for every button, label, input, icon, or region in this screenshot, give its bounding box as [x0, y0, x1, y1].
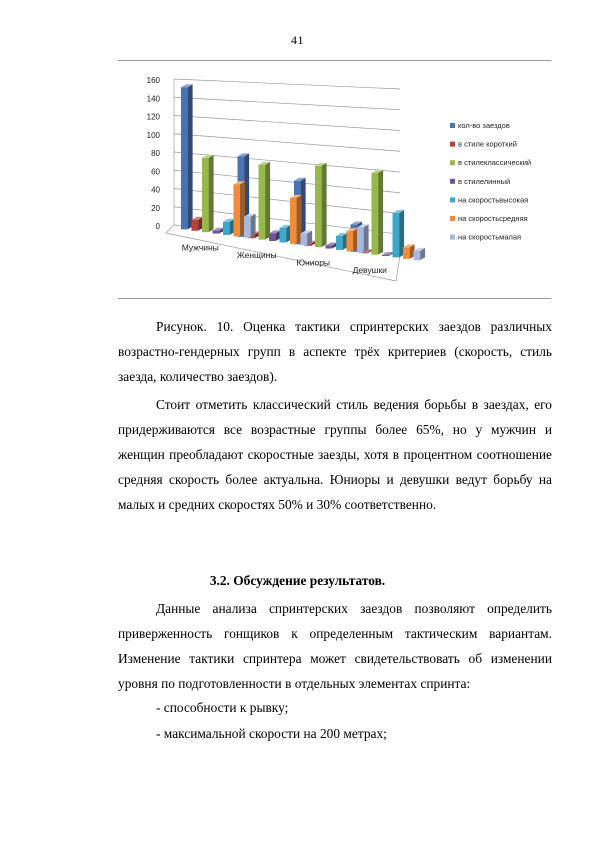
gridline — [174, 79, 400, 89]
bar — [336, 236, 343, 250]
bar — [403, 247, 410, 258]
bar — [414, 251, 421, 260]
bar — [223, 222, 230, 235]
legend-label: кол-во заездов — [458, 121, 510, 130]
legend-swatch — [450, 123, 455, 128]
section-heading: 3.2. Обсуждение результатов. — [209, 573, 386, 588]
bar-side — [364, 224, 369, 252]
bar — [244, 217, 251, 238]
bar — [315, 166, 322, 247]
floor-edge — [396, 255, 400, 281]
y-tick-label: 100 — [146, 130, 160, 140]
paragraph-discussion: Данные анализа спринтерских заездов позволяют определить приверженность гонщиков к определенным тактическим вариантам. Изменение тактики спринтера может свидетельствовать об изменении уровня по подготовленности в отдельных элементах спринта: — [118, 601, 552, 691]
top-divider — [118, 60, 551, 61]
x-tick-label: Мужчины — [181, 242, 219, 253]
bar — [301, 233, 308, 245]
y-tick-label: 60 — [151, 167, 160, 177]
bar — [280, 228, 287, 243]
paragraph-conclusion: Стоит отметить классический стиль ведения борьбы в заездах, его придерживаются все возрастные группы более 65%, но у мужчин и женщин преобладают скоростные заезды, хотя в процентном соотношение средняя скорость более актуальна. Юниоры и девушки ведут борьбу на малых и средних скоростях 50% и 30% соответственно. — [118, 397, 552, 512]
bar — [393, 213, 400, 257]
y-tick-label: 80 — [151, 149, 160, 158]
figure-caption: Рисунок. 10. Оценка тактики спринтерских заездов различных возрастно-гендерных групп в аспекте трёх критериев (скорость, стиль заезда, количество заездов). — [118, 319, 552, 384]
legend-swatch — [450, 235, 455, 240]
bar-side — [209, 155, 214, 232]
bar — [192, 220, 199, 231]
bar — [347, 231, 354, 251]
bar — [269, 233, 276, 241]
legend-label: в стилеклассический — [458, 158, 532, 168]
y-tick-label: 160 — [146, 76, 160, 85]
bar — [202, 158, 209, 232]
list-item: - способности к рывку; — [156, 700, 289, 715]
y-tick-label: 20 — [151, 203, 160, 213]
y-tick-label: 40 — [151, 185, 160, 195]
bar-side — [322, 163, 327, 247]
legend-label: на скоростьмалая — [458, 232, 522, 242]
bar — [326, 246, 333, 249]
bar — [259, 165, 266, 240]
bar-side — [188, 84, 193, 229]
bar — [234, 184, 241, 236]
y-tick-label: 0 — [155, 222, 160, 231]
list-item: - максимальной скорости на 200 метрах; — [156, 726, 387, 741]
bar — [290, 198, 297, 244]
bar — [372, 173, 379, 255]
bar — [357, 227, 364, 252]
y-tick-label: 120 — [146, 112, 160, 122]
gridline — [174, 97, 400, 110]
y-tick-label: 140 — [146, 94, 160, 104]
legend-swatch — [450, 179, 455, 184]
legend-swatch — [450, 160, 455, 165]
x-tick-label: Девушки — [352, 264, 387, 275]
bar-chart — [130, 72, 550, 287]
gridline — [174, 116, 400, 131]
bottom-divider — [118, 298, 551, 299]
page-number: 41 — [291, 33, 304, 47]
legend-label: на скоростьвысокая — [458, 195, 529, 205]
legend-label: в стиле короткий — [458, 139, 517, 149]
bar-side — [251, 214, 256, 238]
bar — [181, 87, 188, 229]
x-tick-label: Женщины — [236, 249, 277, 260]
x-tick-label: Юниоры — [296, 257, 331, 268]
legend-swatch — [450, 216, 455, 221]
bar — [382, 255, 389, 256]
bar-side — [265, 162, 270, 240]
bar — [213, 231, 220, 234]
legend-label: на скоростьсредняя — [458, 214, 528, 223]
floor-edge — [166, 225, 174, 233]
legend-label: в стилелинный — [458, 176, 511, 186]
legend-swatch — [450, 197, 455, 202]
bar-side — [378, 170, 383, 255]
gridline — [174, 134, 400, 152]
legend-swatch — [450, 142, 455, 147]
